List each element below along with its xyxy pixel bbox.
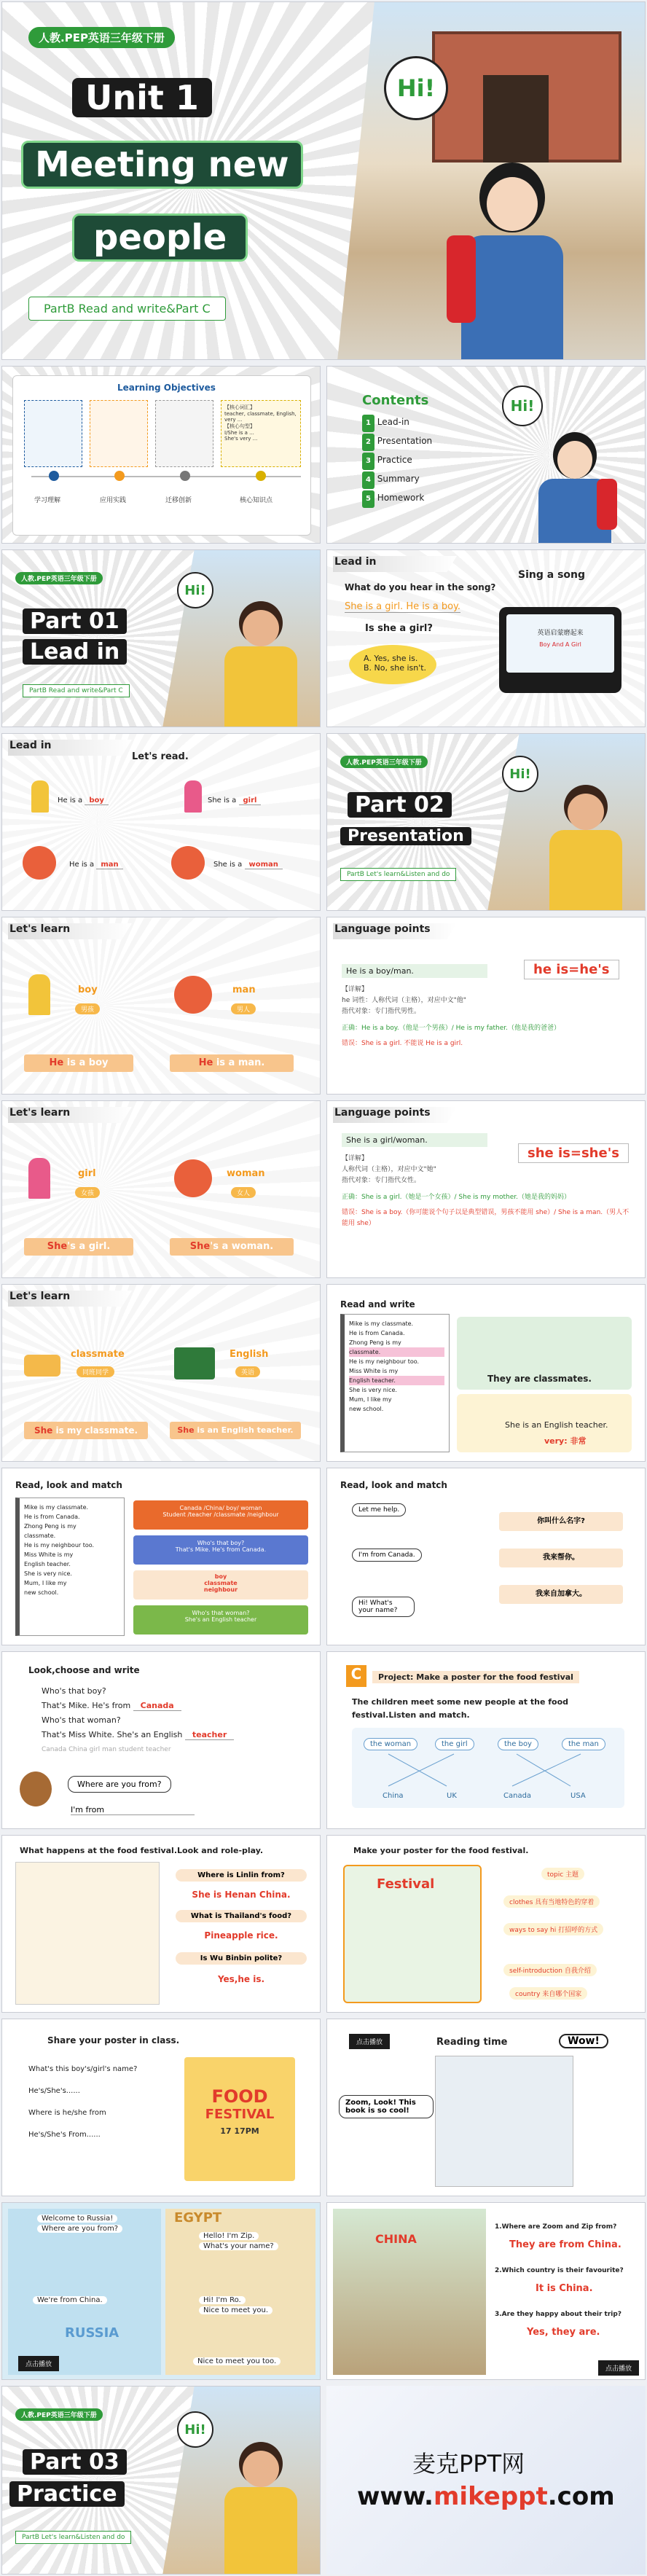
read-word: girl [239, 796, 262, 805]
fest-time: 17 17PM [220, 2126, 259, 2136]
part-badge: 人教.PEP英语三年级下册 [340, 756, 428, 768]
section-label: Language points [334, 923, 431, 935]
speech-bubble: I'm from Canada. [352, 1549, 422, 1562]
lp-detail: 指代对象：专门指代女性。 [342, 1177, 421, 1184]
learn1-slide [1, 917, 321, 1095]
wow-bubble: Wow! [559, 2034, 608, 2048]
poster-key: self-introduction 自我介绍 [503, 1964, 597, 1976]
obj-sentence-2: She's very ... [224, 436, 258, 442]
lp-correct: 正确：She is a girl.（她是一个女孩）/ She is my mother.（她是我的妈妈） [342, 1194, 571, 1201]
girl-illustration [524, 425, 626, 544]
lcw-line: Who's that woman? [42, 1715, 121, 1725]
story-text: Nice to meet you. [199, 2306, 272, 2314]
poster-key: country 来自哪个国家 [509, 1987, 587, 2000]
sentence-bar: He is a man. [170, 1054, 294, 1072]
part03-slide [1, 2386, 321, 2575]
project-title: Project: Make a poster for the food festival [372, 1671, 579, 1683]
word-cn: 同班同学 [77, 1366, 114, 1377]
read-word: woman [245, 861, 283, 869]
learn2-slide [1, 1100, 321, 1278]
story-question: 2.Which country is their favourite? [495, 2267, 624, 2274]
share-line: Where is he/she from [28, 2109, 106, 2117]
word-cn: 男孩 [75, 1003, 100, 1014]
share-slide [1, 2019, 321, 2196]
girl-illustration [447, 163, 578, 359]
part-number: Part 02 [348, 792, 452, 818]
poster-image [343, 1865, 482, 2003]
part-title: Practice [9, 2481, 125, 2507]
share-line: He's/She's...... [28, 2087, 80, 2095]
ff-answer: She is Henan China. [192, 1890, 291, 1900]
note-text: very: 非常 [544, 1436, 587, 1446]
story-text: Hello! I'm Zip. [199, 2232, 259, 2240]
read-line: He is a [58, 796, 83, 804]
read-word: boy [85, 796, 109, 805]
part-title: Lead in [23, 639, 127, 665]
lp-detail: 人称代词（主格），对应中文"她" [342, 1166, 436, 1173]
play-button[interactable]: 点击播放 [18, 2356, 59, 2371]
project-slide [326, 1651, 646, 1829]
speech-bubble: Let me help. [352, 1503, 406, 1516]
note-text: She is an English teacher. [505, 1420, 608, 1430]
option-a[interactable]: A. Yes, she is. [364, 654, 418, 663]
speech-bubble: Hi! What's your name? [352, 1597, 415, 1617]
sentence-bar: She's a girl. [24, 1238, 133, 1256]
lp1-slide [326, 917, 646, 1095]
read-line: She is a [213, 861, 243, 869]
obj-core-vocab: 【核心词汇】 [224, 404, 255, 410]
answer-card[interactable]: 我来帮你。 [499, 1549, 623, 1567]
read-title: Let's read. [132, 751, 189, 762]
read-word: man [96, 861, 122, 869]
lp-formula: she is=she's [518, 1143, 629, 1163]
poster-key: topic 主题 [541, 1868, 584, 1880]
bear-icon [20, 1772, 52, 1806]
country-chip[interactable]: USA [570, 1792, 586, 1800]
story-text: What's your name? [199, 2242, 278, 2250]
hi-bubble: Hi! [177, 572, 213, 608]
word-cn: 男人 [231, 1003, 256, 1014]
lp-detail: 【详解】 [342, 1155, 369, 1162]
lp-detail: 【详解】 [342, 986, 369, 993]
watermark-area [326, 2386, 646, 2575]
sing-title: Sing a song [518, 569, 586, 581]
lp2-slide [326, 1100, 646, 1278]
classmates-icon [24, 1355, 60, 1377]
contents-item[interactable]: 2 Presentation [362, 432, 432, 451]
story-text: We're from China. [33, 2296, 107, 2304]
obj-sentence-1: I/She is a ... [224, 430, 254, 436]
girl-icon [184, 780, 202, 813]
project-desc: festival.Listen and match. [352, 1710, 470, 1720]
obj-label-1: 学习理解 [34, 497, 61, 504]
section-label: Language points [334, 1107, 431, 1119]
story-question: 3.Are they happy about their trip? [495, 2311, 622, 2318]
contents-item[interactable]: 3 Practice [362, 451, 432, 470]
contents-item[interactable]: 4 Summary [362, 470, 432, 489]
person-chip[interactable]: the woman [364, 1738, 417, 1750]
story-text: Welcome to Russia! [37, 2215, 117, 2223]
sentence-bar: She's a woman. [170, 1238, 294, 1256]
contents-item[interactable]: 1 Lead-in [362, 413, 432, 432]
book-picture [435, 2056, 573, 2187]
obj-core-sentence: 【核心句型】 [224, 423, 255, 429]
story-question: 1.Where are Zoom and Zip from? [495, 2223, 617, 2231]
sentence-bar: She is my classmate. [24, 1422, 148, 1439]
objectives-title: Learning Objectives [111, 383, 221, 393]
lp-correct: 正确：He is a boy.（他是一个男孩）/ He is my father.（他是我的爸爸） [342, 1025, 560, 1032]
story-answer: They are from China. [509, 2239, 621, 2250]
story-answer: Yes, they are. [527, 2327, 600, 2338]
story-text: Where are you from? [37, 2225, 122, 2233]
poster-key: clothes 具有当地特色的穿着 [503, 1895, 600, 1908]
country-chip[interactable]: Canada [503, 1792, 532, 1800]
boy-illustration [213, 2435, 308, 2575]
reading-title: Reading time [436, 2037, 508, 2048]
word-card: classmate [71, 1349, 125, 1360]
story-text: Nice to meet you too. [193, 2357, 281, 2365]
food-festival-slide [1, 1835, 321, 2013]
lcw-line: Who's that boy? [42, 1686, 106, 1696]
word-card: man [232, 984, 256, 995]
ff-question: Is Wu Binbin polite? [176, 1952, 307, 1965]
cover-subtitle: PartB Read and write&Part C [28, 297, 226, 321]
lp-detail: he 词性：人称代词（主格），对应中文"他" [342, 997, 466, 1004]
sentence-bar: He is a boy [24, 1054, 133, 1072]
tv-icon[interactable] [499, 607, 621, 693]
ff-title: What happens at the food festival.Look and role-play. [20, 1846, 264, 1855]
part-title: Presentation [340, 827, 471, 845]
leadin-read-slide [1, 733, 321, 911]
match-card[interactable]: boy classmate neighbour [133, 1570, 308, 1600]
match-card[interactable]: Who's that woman? She's an English teacher [133, 1605, 308, 1635]
ff-question: What is Thailand's food? [176, 1910, 307, 1922]
sentence-bar: She is an English teacher. [170, 1422, 301, 1439]
word-card: boy [78, 984, 98, 995]
section-label: Lead in [334, 556, 377, 568]
story-text: CHINA [375, 2232, 417, 2246]
story-panel [8, 2209, 161, 2375]
person-chip[interactable]: the boy [498, 1738, 538, 1750]
story-text: EGYPT [174, 2210, 222, 2225]
read-line: She is a [208, 796, 237, 804]
ff-question: Where is Linlin from? [176, 1869, 307, 1882]
rlm2-slide [326, 1468, 646, 1645]
reading-slide [326, 2019, 646, 2196]
comic [15, 1862, 160, 2005]
story-text: Hi! I'm Ro. [199, 2296, 246, 2304]
play-button[interactable]: 点击播放 [349, 2034, 390, 2049]
tv-title: 英语启蒙磨起来 [537, 630, 584, 637]
section-label: Look,choose and write [28, 1665, 140, 1675]
hi-bubble: Hi! [384, 56, 448, 120]
country-chip[interactable]: China [383, 1792, 404, 1800]
answer-line[interactable]: I'm from [71, 1805, 195, 1815]
girl-icon [28, 1158, 50, 1199]
section-label: Read, look and match [340, 1480, 447, 1490]
song-answer: She is a girl. He is a boy. [345, 601, 461, 612]
word-card: girl [78, 1168, 96, 1179]
lp-detail: 指代对象：专门指代男性。 [342, 1008, 421, 1015]
contents-item[interactable]: 5 Homework [362, 489, 432, 508]
fest-title-2: FESTIVAL [205, 2107, 275, 2122]
share-title: Share your poster in class. [47, 2035, 180, 2045]
part-badge: 人教.PEP英语三年级下册 [15, 572, 103, 584]
watermark-cn: 麦克PPT网 [412, 2450, 525, 2478]
man-icon [23, 846, 56, 880]
song-question: What do you hear in the song? [345, 582, 496, 592]
poster-key: ways to say hi 打招呼的方式 [503, 1923, 603, 1935]
notebook: Mike is my classmate. He is from Canada. Zhong Peng is my classmate. He is my neighbour too. Miss White is my English teacher. She is very nice. Mum, I like my new school. [15, 1498, 125, 1636]
option-b[interactable]: B. No, she isn't. [364, 663, 427, 673]
hi-bubble: Hi! [502, 385, 543, 426]
match-card[interactable]: Who's that boy? That's Mike. He's from Canada. [133, 1535, 308, 1565]
word-cn: 女人 [231, 1187, 256, 1198]
teacher-icon [174, 1347, 215, 1379]
answer-card[interactable]: 我来自加拿大。 [499, 1585, 623, 1604]
poster-title: Make your poster for the food festival. [353, 1846, 529, 1855]
lp-formula: he is=he's [524, 960, 619, 979]
hi-bubble: Hi! [502, 756, 538, 792]
cover-title-1: Meeting new [21, 141, 303, 189]
section-label: Let's learn [9, 923, 71, 935]
person-chip[interactable]: the man [562, 1738, 605, 1750]
festival-poster [184, 2057, 295, 2181]
play-button[interactable]: 点击播放 [598, 2360, 639, 2376]
match-card[interactable]: Canada /China/ boy/ woman Student /teacher /classmate /neighbour [133, 1500, 308, 1530]
lp-sentence: He is a boy/man. [342, 964, 487, 978]
lp-wrong: 错误：She is a girl. 不能说 He is a girl. [342, 1040, 463, 1047]
ff-answer: Yes,he is. [217, 1974, 265, 1984]
contents-slide [326, 366, 646, 544]
cover-picture [337, 2, 646, 360]
cover-badge: 人教.PEP英语三年级下册 [28, 27, 175, 48]
part02-slide [326, 733, 646, 911]
word-card: woman [227, 1168, 265, 1179]
part-number: Part 01 [23, 608, 127, 634]
section-label: Read, look and match [15, 1480, 122, 1490]
cover-slide [1, 1, 646, 360]
cover-unit: Unit 1 [72, 78, 212, 117]
part-sub: PartB Let's learn&Listen and do [340, 868, 456, 881]
section-label: Let's learn [9, 1107, 71, 1119]
obj-label-3: 迁移创新 [165, 497, 192, 504]
story2-slide [326, 2202, 646, 2380]
option-box[interactable] [349, 645, 436, 684]
ff-answer: Pineapple rice. [204, 1930, 278, 1941]
learn3-slide [1, 1284, 321, 1462]
contents-title: Contents [362, 393, 429, 408]
person-chip[interactable]: the girl [435, 1738, 474, 1750]
boy-icon [28, 974, 50, 1015]
word-cn: 女孩 [75, 1187, 100, 1198]
country-chip[interactable]: UK [447, 1792, 457, 1800]
lcw-line: That's Miss White. She's an English teacher [42, 1728, 234, 1742]
speech-bubble: Where are you from? [68, 1776, 171, 1793]
section-label: Let's learn [9, 1291, 71, 1302]
read-write-slide [326, 1284, 646, 1462]
share-line: He's/She's From...... [28, 2131, 101, 2139]
objectives-slide [1, 366, 321, 544]
lcw-line: That's Mike. He's from Canada [42, 1699, 234, 1713]
leadin-song-slide [326, 549, 646, 727]
part-sub: PartB Let's learn&Listen and do [15, 2531, 131, 2544]
woman-icon [174, 1159, 212, 1197]
part01-slide [1, 549, 321, 727]
story-text: RUSSIA [65, 2325, 119, 2341]
watermark-url[interactable]: www.mikeppt.com [357, 2482, 615, 2511]
tv-caption: Boy And A Girl [539, 641, 581, 648]
girl-question: Is she a girl? [365, 623, 433, 634]
poster-festival-label: Festival [377, 1876, 435, 1892]
man-icon [174, 976, 212, 1014]
answer-card[interactable]: 你叫什么名字? [499, 1512, 623, 1531]
lcw-slide [1, 1651, 321, 1829]
obj-vocab-words: teacher, classmate, English, very ... [224, 411, 297, 423]
word-cn: 英语 [235, 1366, 260, 1377]
cover-title-2: people [72, 214, 248, 262]
share-line: What's this boy's/girl's name? [28, 2065, 138, 2073]
boy-illustration [213, 594, 308, 727]
obj-label-2: 应用实践 [100, 497, 127, 504]
fest-title-1: FOOD [211, 2086, 268, 2107]
project-desc: The children meet some new people at the food [352, 1697, 569, 1707]
part-sub: PartB Read and write&Part C [23, 684, 130, 697]
woman-icon [171, 846, 205, 880]
lp-wrong: 错误：She is a boy.（你可能说个句子以是典型错误，男孩不能用 she）/ She is a man.（男人不能用 she） [342, 1209, 630, 1227]
part-number: Part 03 [23, 2449, 127, 2475]
notebook: Mike is my classmate. He is from Canada. Zhong Peng is my classmate. He is my neighbour too. Miss White is my English teacher. She is very nice. Mum, I like my new school. [340, 1314, 450, 1452]
section-label: Read and write [340, 1299, 415, 1309]
boy-icon [31, 780, 49, 813]
section-label: Lead in [9, 740, 52, 751]
story1-slide [1, 2202, 321, 2380]
obj-label-4: 核心知识点 [240, 497, 273, 504]
boy-illustration [538, 778, 633, 911]
read-line: He is a [69, 861, 95, 869]
note-text: They are classmates. [487, 1374, 592, 1384]
hi-bubble: Hi! [177, 2411, 213, 2448]
lcw-options: Canada China girl man student teacher [42, 1746, 171, 1753]
poster-slide [326, 1835, 646, 2013]
story-answer: It is China. [536, 2283, 593, 2294]
speech-bubble: Zoom, Look! This book is so cool! [339, 2095, 434, 2118]
part-c-badge: C [346, 1665, 366, 1687]
part-badge: 人教.PEP英语三年级下册 [15, 2408, 103, 2421]
lp-sentence: She is a girl/woman. [342, 1133, 487, 1147]
rlm1-slide [1, 1468, 321, 1645]
word-card: English [230, 1349, 269, 1360]
